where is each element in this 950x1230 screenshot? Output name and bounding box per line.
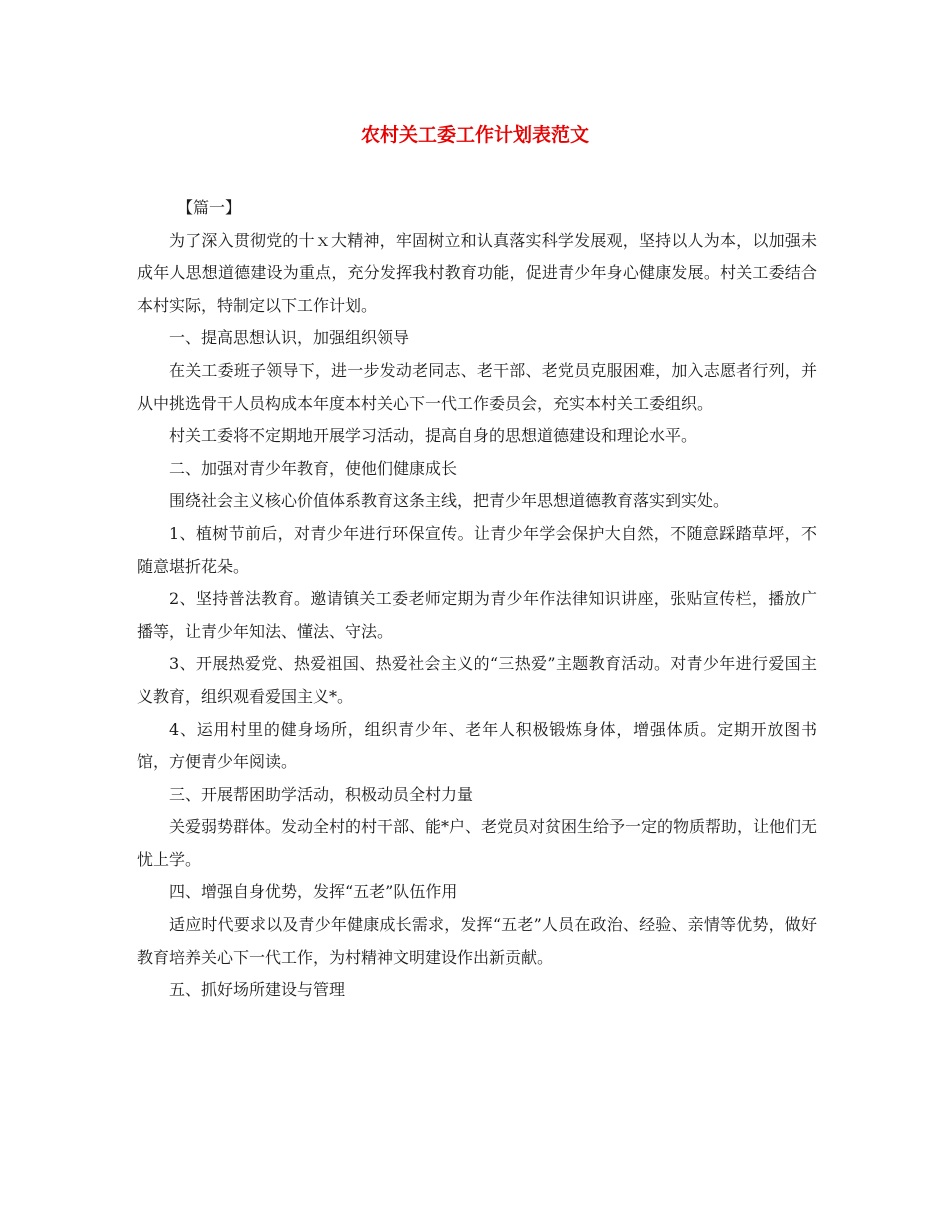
document-title: 农村关工委工作计划表范文 [360,124,589,146]
paragraph: 五、抓好场所建设与管理 [169,980,346,1000]
section-label: 【篇一】 [177,198,242,217]
paragraph: 村关工委将不定期地开展学习活动，提高自身的思想道德建设和理论水平。 [169,426,698,446]
paragraph: 在关工委班子领导下，进一步发动老同志、老干部、老党员克服困难，加入志愿者行列，并从中挑选骨干人员构成本年度本村关心下一代工作委员会，充实本村关工委组织。 [137,360,817,413]
paragraph: 四、增强自身优势，发挥“五老”队伍作用 [169,882,458,902]
paragraph: 围绕社会主义核心价值体系教育这条主线，把青少年思想道德教育落实到实处。 [169,491,730,511]
paragraph: 关爱弱势群体。发动全村的村干部、能*户、老党员对贫困生给予一定的物质帮助，让他们无忧上学。 [137,817,818,869]
paragraph: 1、植树节前后，对青少年进行环保宣传。让青少年学会保护大自然，不随意踩踏草坪，不随意堪折花朵。 [137,523,817,576]
paragraph: 4、运用村里的健身场所，组织青少年、老年人积极锻炼身体，增强体质。定期开放图书馆，方便青少年阅读。 [137,719,817,772]
paragraph: 3、开展热爱党、热爱祖国、热爱社会主义的“三热爱”主题教育活动。对青少年进行爱国主义教育，组织观看爱国主义*。 [137,654,817,706]
document-body [137,192,817,1007]
paragraph: 三、开展帮困助学活动，积极动员全村力量 [169,784,474,804]
paragraph: 2、坚持普法教育。邀请镇关工委老师定期为青少年作法律知识讲座，张贴宣传栏，播放广播等，让青少年知法、懂法、守法。 [137,589,817,641]
paragraph: 适应时代要求以及青少年健康成长需求，发挥“五老”人员在政治、经验、亲情等优势，做好教育培养关心下一代工作，为村精神文明建设作出新贡献。 [137,915,817,967]
paragraph: 二、加强对青少年教育，使他们健康成长 [169,458,458,478]
paragraph: 一、提高思想认识，加强组织领导 [169,328,410,348]
paragraph: 为了深入贯彻党的十ｘ大精神，牢固树立和认真落实科学发展观，坚持以人为本，以加强未成年人思想道德建设为重点，充分发挥我村教育功能，促进青少年身心健康发展。村关工委结合本村实际，特制定以下工作计划。 [137,230,817,315]
